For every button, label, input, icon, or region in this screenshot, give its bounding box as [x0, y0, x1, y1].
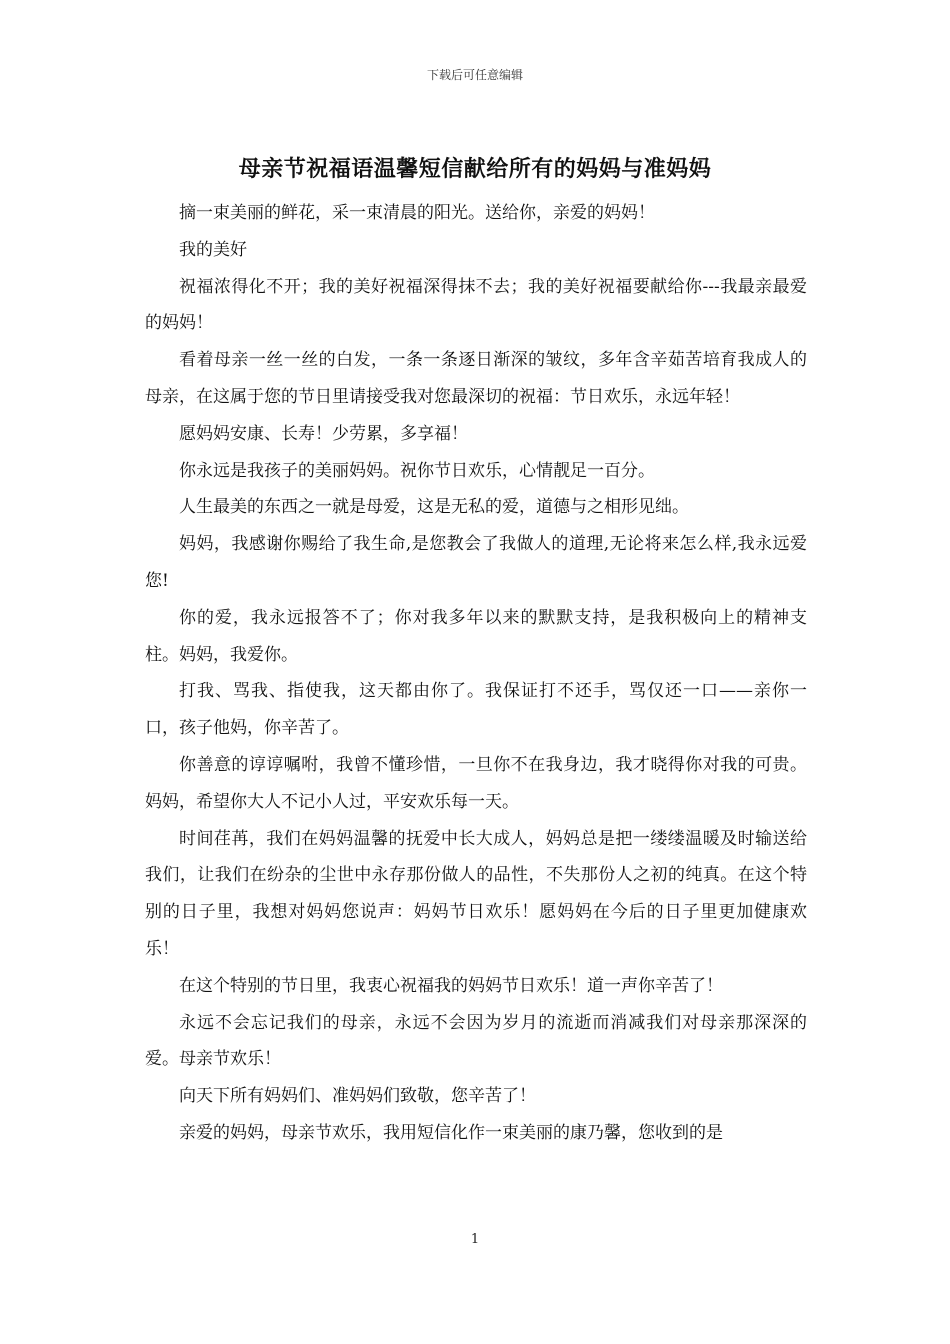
document-body: [145, 195, 807, 1152]
paragraph: 我的美好: [179, 239, 247, 260]
page-header-note: 下载后可任意编辑: [426, 68, 523, 82]
paragraph: 妈妈，我感谢你赐给了我生命,是您教会了我做人的道理,无论将来怎么样,我永远爱您!: [145, 534, 807, 591]
paragraph: 祝福浓得化不开；我的美好祝福深得抹不去；我的美好祝福要献给你---我最亲最爱的妈妈！: [145, 276, 807, 334]
paragraph: 你永远是我孩子的美丽妈妈。祝你节日欢乐，心情靓足一百分。: [179, 460, 655, 481]
paragraph: 摘一束美丽的鲜花，采一束清晨的阳光。送给你，亲爱的妈妈！: [179, 203, 655, 223]
paragraph: 看着母亲一丝一丝的白发，一条一条逐日渐深的皱纹，多年含辛茹苦培育我成人的母亲，在这属于您的节日里请接受我对您最深切的祝福：节日欢乐，永远年轻！: [145, 350, 807, 407]
paragraph: 时间荏苒，我们在妈妈温馨的抚爱中长大成人，妈妈总是把一缕缕温暖及时输送给我们，让我们在纷杂的尘世中永存那份做人的品性，不失那份人之初的纯真。在这个特别的日子里，我想对妈妈您说声：妈妈节日欢乐！愿妈妈在今后的日子里更加健康欢乐！: [145, 828, 807, 959]
page-number: 1: [470, 1232, 480, 1247]
paragraph: 在这个特别的节日里，我衷心祝福我的妈妈节日欢乐！道一声你辛苦了！: [179, 975, 723, 996]
paragraph: 亲爱的妈妈，母亲节欢乐，我用短信化作一束美丽的康乃馨，您收到的是: [179, 1122, 723, 1143]
paragraph: 向天下所有妈妈们、准妈妈们致敬，您辛苦了！: [179, 1086, 536, 1107]
paragraph: 愿妈妈安康、长寿！少劳累，多享福！: [179, 423, 468, 444]
paragraph: 你的爱，我永远报答不了；你对我多年以来的默默支持，是我积极向上的精神支柱。妈妈，我爱你。: [145, 607, 807, 665]
paragraph: 永远不会忘记我们的母亲，永远不会因为岁月的流逝而消减我们对母亲那深深的爱。母亲节欢乐！: [145, 1012, 807, 1070]
paragraph: 你善意的谆谆嘱咐，我曾不懂珍惜，一旦你不在我身边，我才晓得你对我的可贵。妈妈，希望你大人不记小人过，平安欢乐每一天。: [145, 754, 807, 812]
paragraph: 人生最美的东西之一就是母爱，这是无私的爱，道德与之相形见绌。: [179, 497, 689, 518]
paragraph: 打我、骂我、指使我，这天都由你了。我保证打不还手，骂仅还一口——亲你一口，孩子他妈，你辛苦了。: [145, 681, 807, 739]
document-title: 母亲节祝福语温馨短信献给所有的妈妈与准妈妈: [238, 157, 712, 182]
